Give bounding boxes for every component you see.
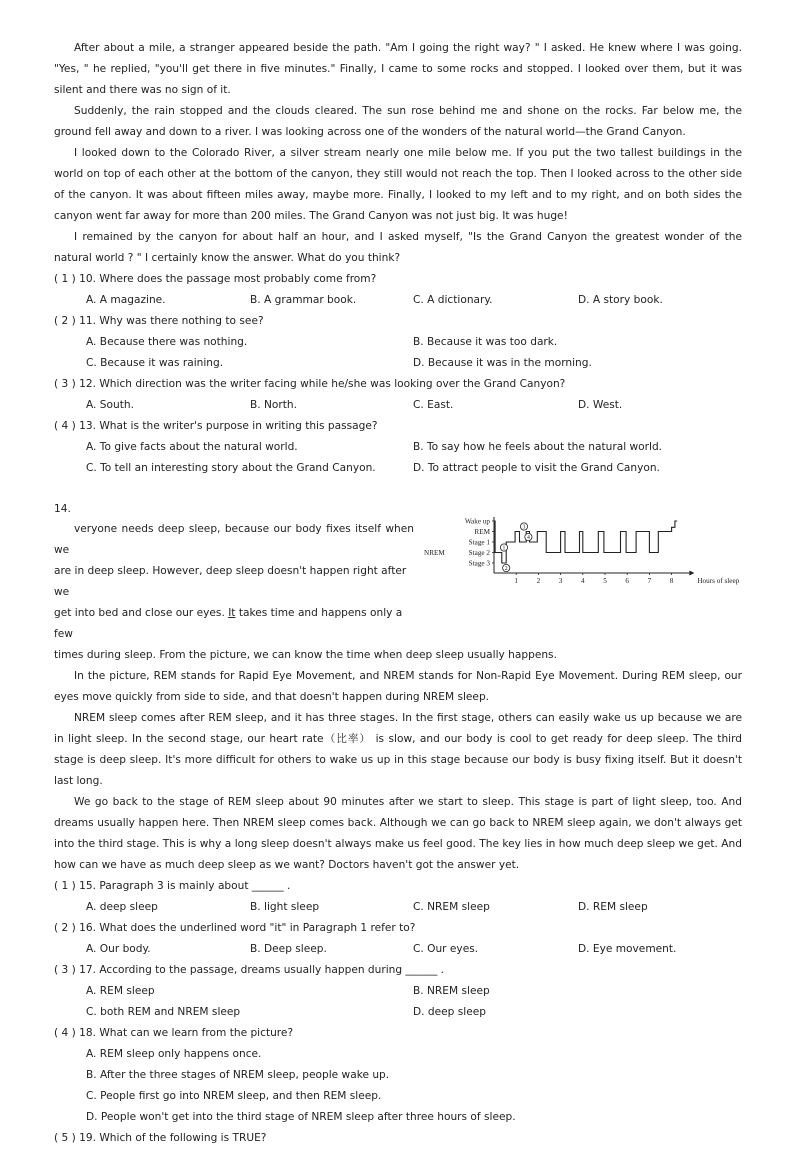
y-tick-label: Wake up	[464, 517, 490, 526]
x-tick-label: 7	[647, 577, 652, 585]
x-tick-label: 3	[558, 577, 563, 585]
option[interactable]: D. REM sleep	[578, 901, 648, 913]
x-axis-arrow	[689, 571, 694, 576]
passage-1-questions	[54, 269, 742, 479]
paragraph: NREM sleep comes after REM sleep, and it has three stages. In the first stage, others can easily wake us up because we are in light sleep. In the second stage, our heart rate（比率） is slow, and our body is cool to get ready for deep sleep. The third stage is deep sleep. It's more difficult for others to wake us up in this stage because our body is busy fixing itself. But it doesn't last long.	[54, 712, 742, 787]
document-page	[54, 38, 742, 1149]
question: ( 1 ) 10. Where does the passage most probably come from?	[54, 273, 377, 285]
passage-2-questions	[54, 876, 742, 1149]
stage-marker-label: 1	[502, 545, 506, 552]
option-row	[54, 395, 742, 416]
option[interactable]: B. After the three stages of NREM sleep, people wake up.	[86, 1069, 390, 1081]
paragraph-line	[54, 603, 414, 645]
option[interactable]: A. REM sleep only happens once.	[86, 1048, 262, 1060]
stage-marker-label: 4	[526, 535, 530, 542]
option[interactable]: A. South.	[86, 399, 134, 411]
option[interactable]: C. Our eyes.	[413, 943, 479, 955]
text: takes time and happens only a few	[54, 607, 403, 640]
x-tick-label: 4	[581, 577, 585, 585]
option-row	[54, 981, 742, 1002]
option[interactable]: B. Deep sleep.	[250, 943, 327, 955]
paragraph: I remained by the canyon for about half an hour, and I asked myself, "Is the Grand Canyon the greatest wonder of the natural world ? " I certainly know the answer. What do you think?	[54, 231, 742, 264]
y-tick-label: Stage 1	[468, 538, 490, 547]
paragraph: Suddenly, the rain stopped and the clouds cleared. The sun rose behind me and shone on the rocks. Far below me, the ground fell away and down to a river. I was looking across one of the wonders of the natural world—the Grand Canyon.	[54, 105, 742, 138]
question: ( 5 ) 19. Which of the following is TRUE?	[54, 1132, 267, 1144]
y-tick-label: REM	[474, 528, 490, 536]
question: ( 2 ) 16. What does the underlined word "it" in Paragraph 1 refer to?	[54, 922, 416, 934]
option[interactable]: D. A story book.	[578, 294, 663, 306]
paragraph: In the picture, REM stands for Rapid Eye Movement, and NREM stands for Non-Rapid Eye Movement. During REM sleep, our eyes move quickly from side to side, and that doesn't happen during NREM sleep.	[54, 670, 742, 703]
option[interactable]: A. deep sleep	[86, 901, 158, 913]
option[interactable]: A. A magazine.	[86, 294, 166, 306]
option[interactable]: C. Because it was raining.	[86, 357, 224, 369]
option-row	[54, 458, 742, 479]
option[interactable]: B. North.	[250, 399, 297, 411]
option[interactable]: C. A dictionary.	[413, 294, 493, 306]
passage-2	[54, 666, 742, 876]
option[interactable]: C. East.	[413, 399, 454, 411]
option-row	[54, 1002, 742, 1023]
stage-marker-label: 3	[522, 524, 526, 531]
option[interactable]: D. To attract people to visit the Grand Canyon.	[413, 462, 660, 474]
y-tick-label: Stage 3	[468, 559, 490, 568]
option[interactable]: B. To say how he feels about the natural world.	[413, 441, 663, 453]
option[interactable]: A. Because there was nothing.	[86, 336, 248, 348]
option-row	[54, 290, 742, 311]
option[interactable]: C. People first go into NREM sleep, and then REM sleep.	[86, 1090, 382, 1102]
passage-2-intro	[54, 519, 742, 666]
question: ( 2 ) 11. Why was there nothing to see?	[54, 315, 264, 327]
text: get into bed and close our eyes.	[54, 607, 229, 619]
option[interactable]: A. REM sleep	[86, 985, 155, 997]
option[interactable]: D. West.	[578, 399, 623, 411]
paragraph: After about a mile, a stranger appeared beside the path. "Am I going the right way? " I asked. He knew where I was going. "Yes, " he replied, "you'll get there in five minutes." Finally, I came to some rocks and stopped. I looked over them, but it was silent and there was no sign of it.	[54, 42, 742, 96]
x-axis-label: Hours of sleep	[697, 577, 740, 585]
option[interactable]: A. Our body.	[86, 943, 151, 955]
option[interactable]: D. Because it was in the morning.	[413, 357, 592, 369]
paragraph: I looked down to the Colorado River, a silver stream nearly one mile below me. If you put the two tallest buildings in the world on top of each other at the bottom of the canyon, they still would not reach the top. Then I looked across to the other side of the canyon. It was about fifteen miles away, maybe more. Finally, I looked to my left and to my right, and on both sides the canyon went far away for more than 200 miles. The Grand Canyon was not just big. It was huge!	[54, 147, 742, 222]
x-tick-label: 2	[536, 577, 541, 585]
option[interactable]: C. To tell an interesting story about the Grand Canyon.	[86, 462, 376, 474]
option[interactable]: B. A grammar book.	[250, 294, 357, 306]
question: ( 1 ) 15. Paragraph 3 is mainly about ______ .	[54, 880, 291, 892]
underlined-word: It	[228, 607, 236, 619]
option[interactable]: D. deep sleep	[413, 1006, 486, 1018]
x-tick-label: 8	[669, 577, 674, 585]
paragraph-line: veryone needs deep sleep, because our body fixes itself when we	[54, 523, 414, 556]
option[interactable]: A. To give facts about the natural world.	[86, 441, 298, 453]
stage-marker-label: 2	[504, 566, 508, 573]
question: ( 3 ) 17. According to the passage, dreams usually happen during ______ .	[54, 964, 444, 976]
x-tick-label: 6	[625, 577, 629, 585]
x-tick-label: 1	[514, 577, 518, 585]
option-row	[54, 437, 742, 458]
question: ( 4 ) 18. What can we learn from the picture?	[54, 1027, 294, 1039]
option-row	[54, 332, 742, 353]
passage-1	[54, 38, 742, 269]
option-row	[54, 353, 742, 374]
question: ( 4 ) 13. What is the writer's purpose in writing this passage?	[54, 420, 378, 432]
y-tick-label: Stage 2	[468, 549, 490, 557]
x-tick-label: 5	[603, 577, 607, 585]
option[interactable]: B. NREM sleep	[413, 985, 490, 997]
option[interactable]: B. light sleep	[250, 901, 320, 913]
option[interactable]: D. Eye movement.	[578, 943, 677, 955]
option[interactable]: C. both REM and NREM sleep	[86, 1006, 241, 1018]
option-row	[54, 897, 742, 918]
option[interactable]: C. NREM sleep	[413, 901, 490, 913]
paragraph: We go back to the stage of REM sleep about 90 minutes after we start to sleep. This stage is part of light sleep, too. And dreams usually happen here. Then NREM sleep comes back. Although we can go back to NREM sleep again, we don't always get into the third stage. This is why a long sleep doesn't always make us feel good. The key lies in how much deep sleep we get. And how can we have as much deep sleep as we want? Doctors haven't got the answer yet.	[54, 796, 742, 871]
sleep-stage-chart	[422, 511, 742, 593]
option-row	[54, 939, 742, 960]
paragraph-line: times during sleep. From the picture, we can know the time when deep sleep usually happens.	[54, 649, 557, 661]
option[interactable]: B. Because it was too dark.	[413, 336, 558, 348]
question: ( 3 ) 12. Which direction was the writer facing while he/she was looking over the Grand Canyon?	[54, 378, 566, 390]
paragraph-line: are in deep sleep. However, deep sleep doesn't happen right after we	[54, 565, 407, 598]
option[interactable]: D. People won't get into the third stage of NREM sleep after three hours of sleep.	[86, 1111, 516, 1123]
nrem-group-label: NREM	[424, 549, 445, 557]
question-number: 14.	[54, 503, 71, 515]
